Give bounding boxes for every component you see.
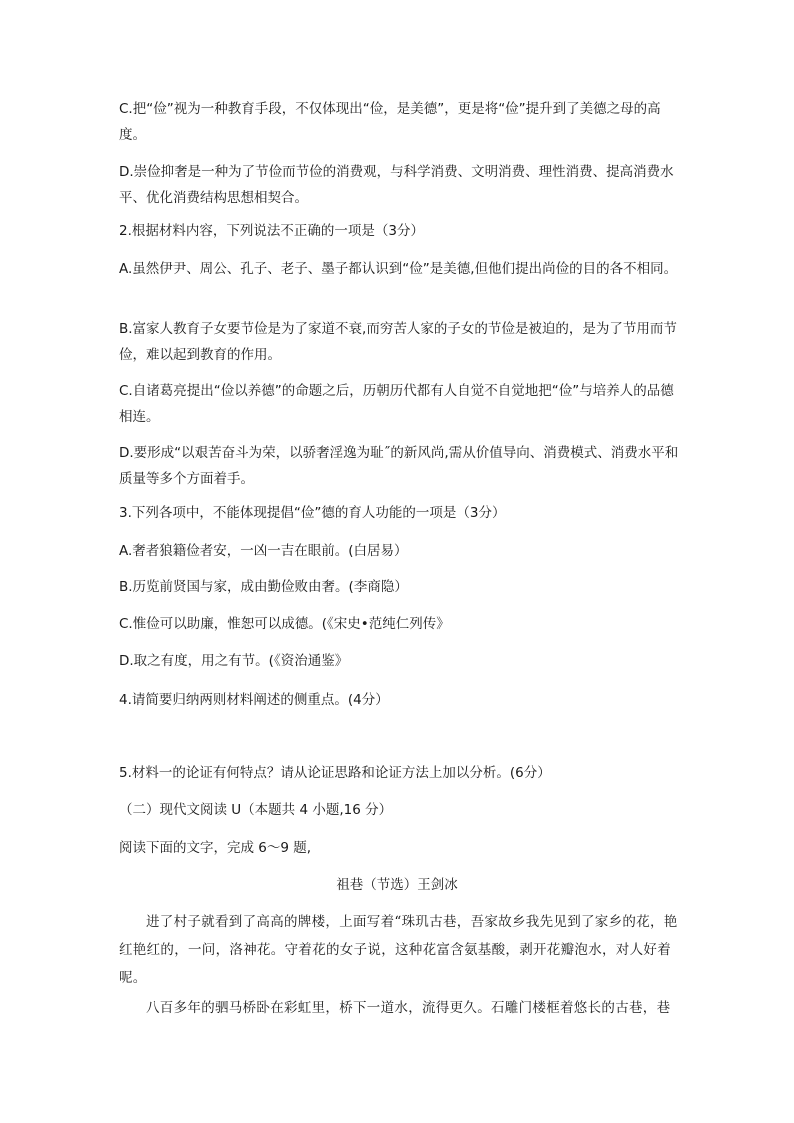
q2-option-d: D.要形成“以艰苦奋斗为荣，以骄奢淫逸为耻˝的新风尚,需从价值导向、消费模式、消费水平和质量等多个方面着手。: [119, 445, 679, 487]
q2-option-c: C.自诸葛亮提出“俭以养德”的命题之后，历朝历代都有人自觉不自觉地把“俭”与培养人的品德相连。: [119, 383, 674, 425]
q3-option-c: C.惟俭可以助廉，惟恕可以成德。(《宋史•范纯仁列传》: [119, 616, 450, 632]
passage-paragraph-1: 进了村子就看到了高高的牌楼，上面写着“珠玑古巷，吾家故乡我先见到了家乡的花，艳红艳红的，一问，洛神花。守着花的女子说，这种花富含氨基酸，剥开花瓣泡水，对人好着呢。: [119, 914, 678, 986]
section-instruction: 阅读下面的文字，完成 6～9 题,: [119, 840, 312, 856]
q3-option-a: A.奢者狼籍俭者安，一凶一吉在眼前。(白居易）: [119, 543, 408, 559]
q2-stem: 2.根据材料内容，下列说法不正确的一项是（3分）: [119, 223, 424, 239]
q1-option-d: D.崇俭抑奢是一种为了节俭而节俭的消费观，与科学消费、文明消费、理性消费、提高消费水平、优化消费结构思想相契合。: [119, 164, 674, 206]
q3-option-d: D.取之有度，用之有节。(《资治通鉴》: [119, 653, 349, 669]
passage-title: 祖巷（节选）王剑冰: [336, 877, 458, 893]
q2-option-a: A.虽然伊尹、周公、孔子、老子、墨子都认识到“俭”是美德,但他们提出尚俭的目的各不相同。: [119, 261, 678, 277]
q5-stem: 5.材料一的论证有何特点？请从论证思路和论证方法上加以分析。(6分）: [119, 765, 551, 781]
section-heading: （二）现代文阅读 U（本题共 4 小题,16 分）: [119, 802, 393, 818]
passage-paragraph-2: 八百多年的驷马桥卧在彩虹里，桥下一道水，流得更久。石雕门楼框着悠长的古巷，巷: [146, 1000, 671, 1016]
q4-stem: 4.请简要归纳两则材料阐述的侧重点。(4分）: [119, 692, 389, 708]
q3-stem: 3.下列各项中，不能体现提倡“俭”德的育人功能的一项是（3分）: [119, 505, 506, 521]
q2-option-b: B.富家人教育子女要节俭是为了家道不衰,而穷苦人家的子女的节俭是被迫的，是为了节用而节俭，难以起到教育的作用。: [119, 321, 677, 363]
q1-option-c: C.把“俭”视为一种教育手段，不仅体现出“俭，是美德”，更是将“俭”提升到了美德之母的高度。: [119, 101, 661, 143]
q3-option-b: B.历览前贤国与家，成由勤俭败由奢。(李商隐）: [119, 579, 408, 595]
